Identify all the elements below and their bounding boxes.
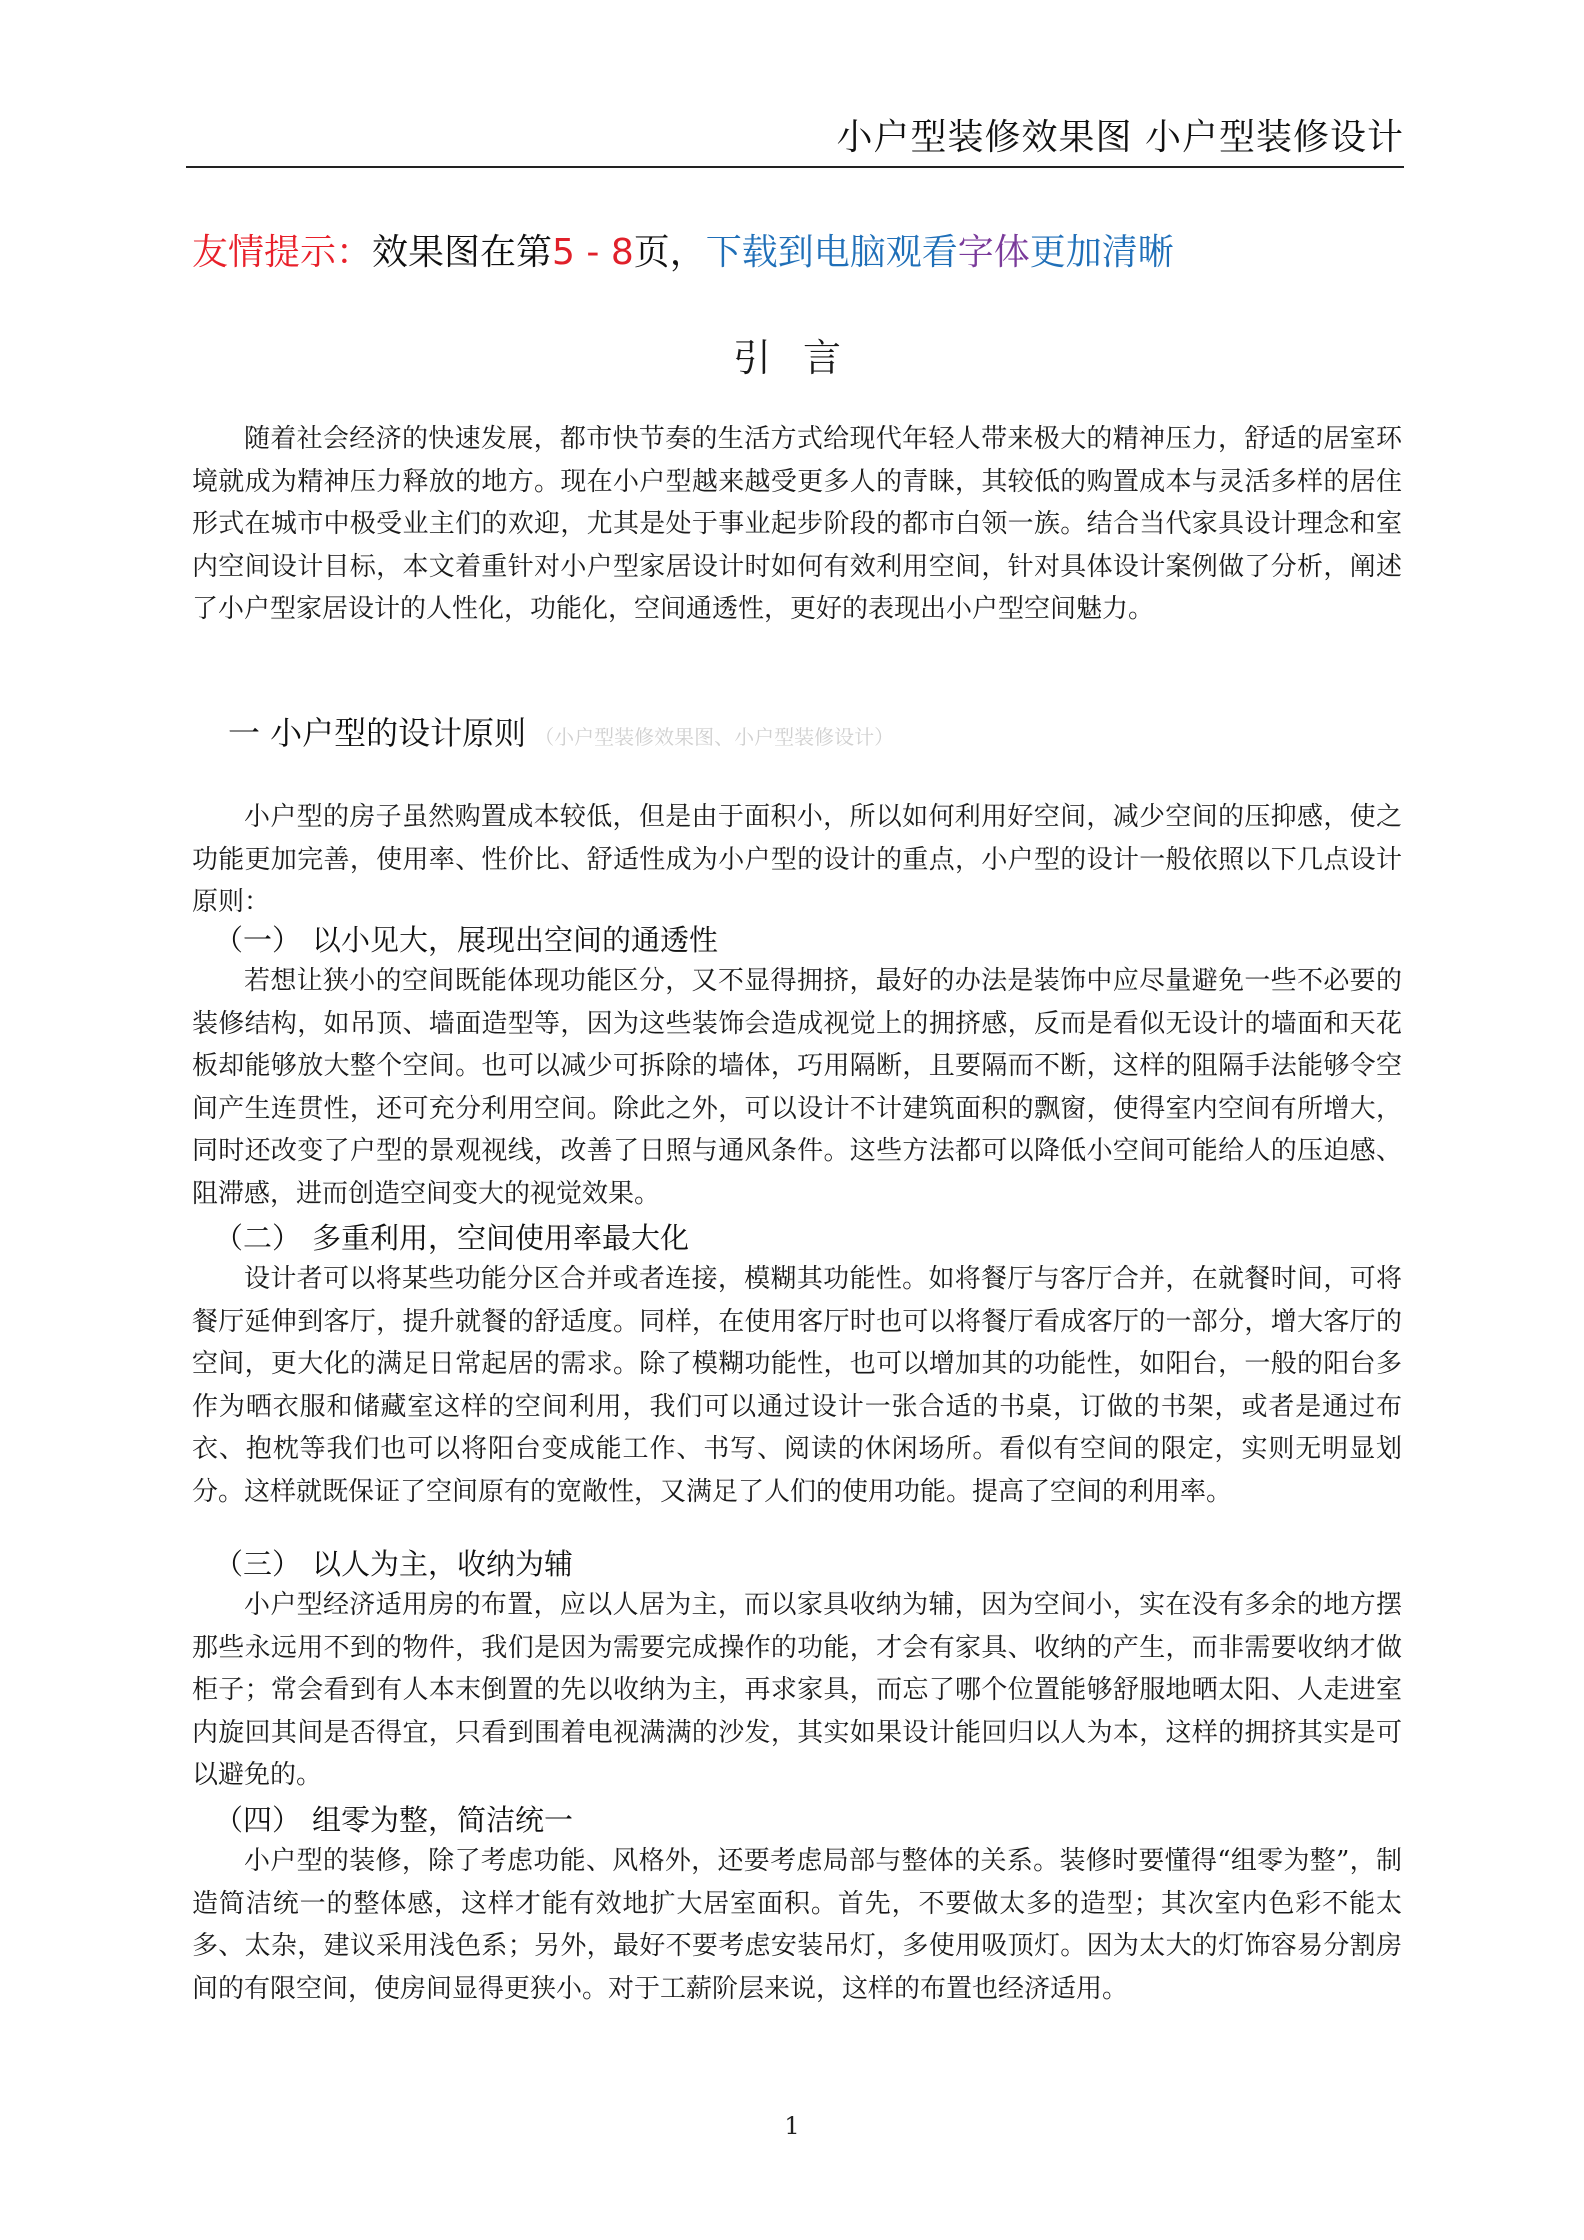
tip-label: 友情提示： (192, 232, 373, 273)
subsection-title: 以人为主，收纳为辅 (312, 1547, 574, 1581)
tip-text-4: 字体 (957, 232, 1030, 273)
subsection-paragraph-2: 设计者可以将某些功能分区合并或者连接，模糊其功能性。如将餐厅与客厅合并，在就餐时间，可将餐厅延伸到客厅，提升就餐的舒适度。同样，在使用客厅时也可以将餐厅看成客厅的一部分，增大客厅的空间，更大化的满足日常起居的需求。除了模糊功能性，也可以增加其的功能性，如阳台，一般的阳台多作为晒衣服和储藏室这样的空间利用，我们可以通过设计一张合适的书桌，订做的书架，或者是通过布衣、抱枕等我们也可以将阳台变成能工作、书写、阅读的休闲场所。看似有空间的限定，实则无明显划分。这样就既保证了空间原有的宽敞性，又满足了人们的使用功能。提高了空间的利用率。 (192, 1264, 1402, 1507)
section-faint-note: （小户型装修效果图、小户型装修设计） (534, 725, 895, 749)
page-number: 1 (784, 2112, 800, 2140)
subsection-number: （四） (214, 1803, 302, 1837)
subsection-title: 以小见大，展现出空间的通透性 (312, 923, 719, 957)
tip-text-1: 效果图在第 (372, 232, 553, 273)
subsection-number: （一） (214, 923, 302, 957)
subsection-paragraph-1: 若想让狭小的空间既能体现功能区分，又不显得拥挤，最好的办法是装饰中应尽量避免一些不必要的装修结构，如吊顶、墙面造型等，因为这些装饰会造成视觉上的拥挤感，反而是看似无设计的墙面和天花板却能够放大整个空间。也可以减少可拆除的墙体，巧用隔断，且要隔而不断，这样的阻隔手法能够令空间产生连贯性，还可充分利用空间。除此之外，可以设计不计建筑面积的飘窗，使得室内空间有所增大，同时还改变了户型的景观视线，改善了日照与通风条件。这些方法都可以降低小空间可能给人的压迫感、阻滞感，进而创造空间变大的视觉效果。 (192, 966, 1402, 1209)
subsection-paragraph-4: 小户型的装修，除了考虑功能、风格外，还要考虑局部与整体的关系。装修时要懂得“组零为整”，制造简洁统一的整体感，这样才能有效地扩大居室面积。首先，不要做太多的造型；其次室内色彩不能太多、太杂，建议采用浅色系；另外，最好不要考虑安装吊灯，多使用吸顶灯。因为太大的灯饰容易分割房间的有限空间，使房间显得更狭小。对于工薪阶层来说，这样的布置也经济适用。 (192, 1846, 1402, 2004)
section-heading-text: 一 小户型的设计原则 (228, 714, 527, 752)
subsection-heading-3 (214, 1544, 573, 1584)
subsection-heading-4 (214, 1800, 573, 1840)
subsection-title: 组零为整，简洁统一 (312, 1803, 574, 1837)
friendly-tip (192, 228, 1174, 278)
section-intro-paragraph: 小户型的房子虽然购置成本较低，但是由于面积小，所以如何利用好空间，减少空间的压抑感，使之功能更加完善，使用率、性价比、舒适性成为小户型的设计的重点，小户型的设计一般依照以下几点设计原则： (192, 802, 1402, 917)
intro-paragraph: 随着社会经济的快速发展，都市快节奏的生活方式给现代年轻人带来极大的精神压力，舒适的居室环境就成为精神压力释放的地方。现在小户型越来越受更多人的青睐，其较低的购置成本与灵活多样的居住形式在城市中极受业主们的欢迎，尤其是处于事业起步阶段的都市白领一族。结合当代家具设计理念和室内空间设计目标，本文着重针对小户型家居设计时如何有效利用空间，针对具体设计案例做了分析，阐述了小户型家居设计的人性化，功能化，空间通透性，更好的表现出小户型空间魅力。 (192, 424, 1402, 624)
tip-page-range: 5 - 8 (552, 232, 634, 273)
tip-text-5: 更加清晰 (1029, 232, 1174, 273)
intro-heading: 引 言 (732, 336, 852, 380)
subsection-heading-1 (214, 920, 718, 960)
subsection-paragraph-3: 小户型经济适用房的布置，应以人居为主，而以家具收纳为辅，因为空间小，实在没有多余的地方摆那些永远用不到的物件，我们是因为需要完成操作的功能，才会有家具、收纳的产生，而非需要收纳才做柜子；常会看到有人本末倒置的先以收纳为主，再求家具，而忘了哪个位置能够舒服地晒太阳、人走进室内旋回其间是否得宜，只看到围着电视满满的沙发，其实如果设计能回归以人为本，这样的拥挤其实是可以避免的。 (192, 1590, 1402, 1790)
tip-text-3: 下载到电脑观看 (705, 232, 958, 273)
subsection-title: 多重利用，空间使用率最大化 (312, 1221, 690, 1255)
tip-text-2: 页， (633, 232, 706, 273)
page-header: 小户型装修效果图 小户型装修设计 (836, 117, 1404, 158)
header-divider (186, 166, 1404, 168)
subsection-heading-2 (214, 1218, 689, 1258)
section-heading (228, 710, 894, 760)
subsection-number: （二） (214, 1221, 302, 1255)
subsection-number: （三） (214, 1547, 302, 1581)
